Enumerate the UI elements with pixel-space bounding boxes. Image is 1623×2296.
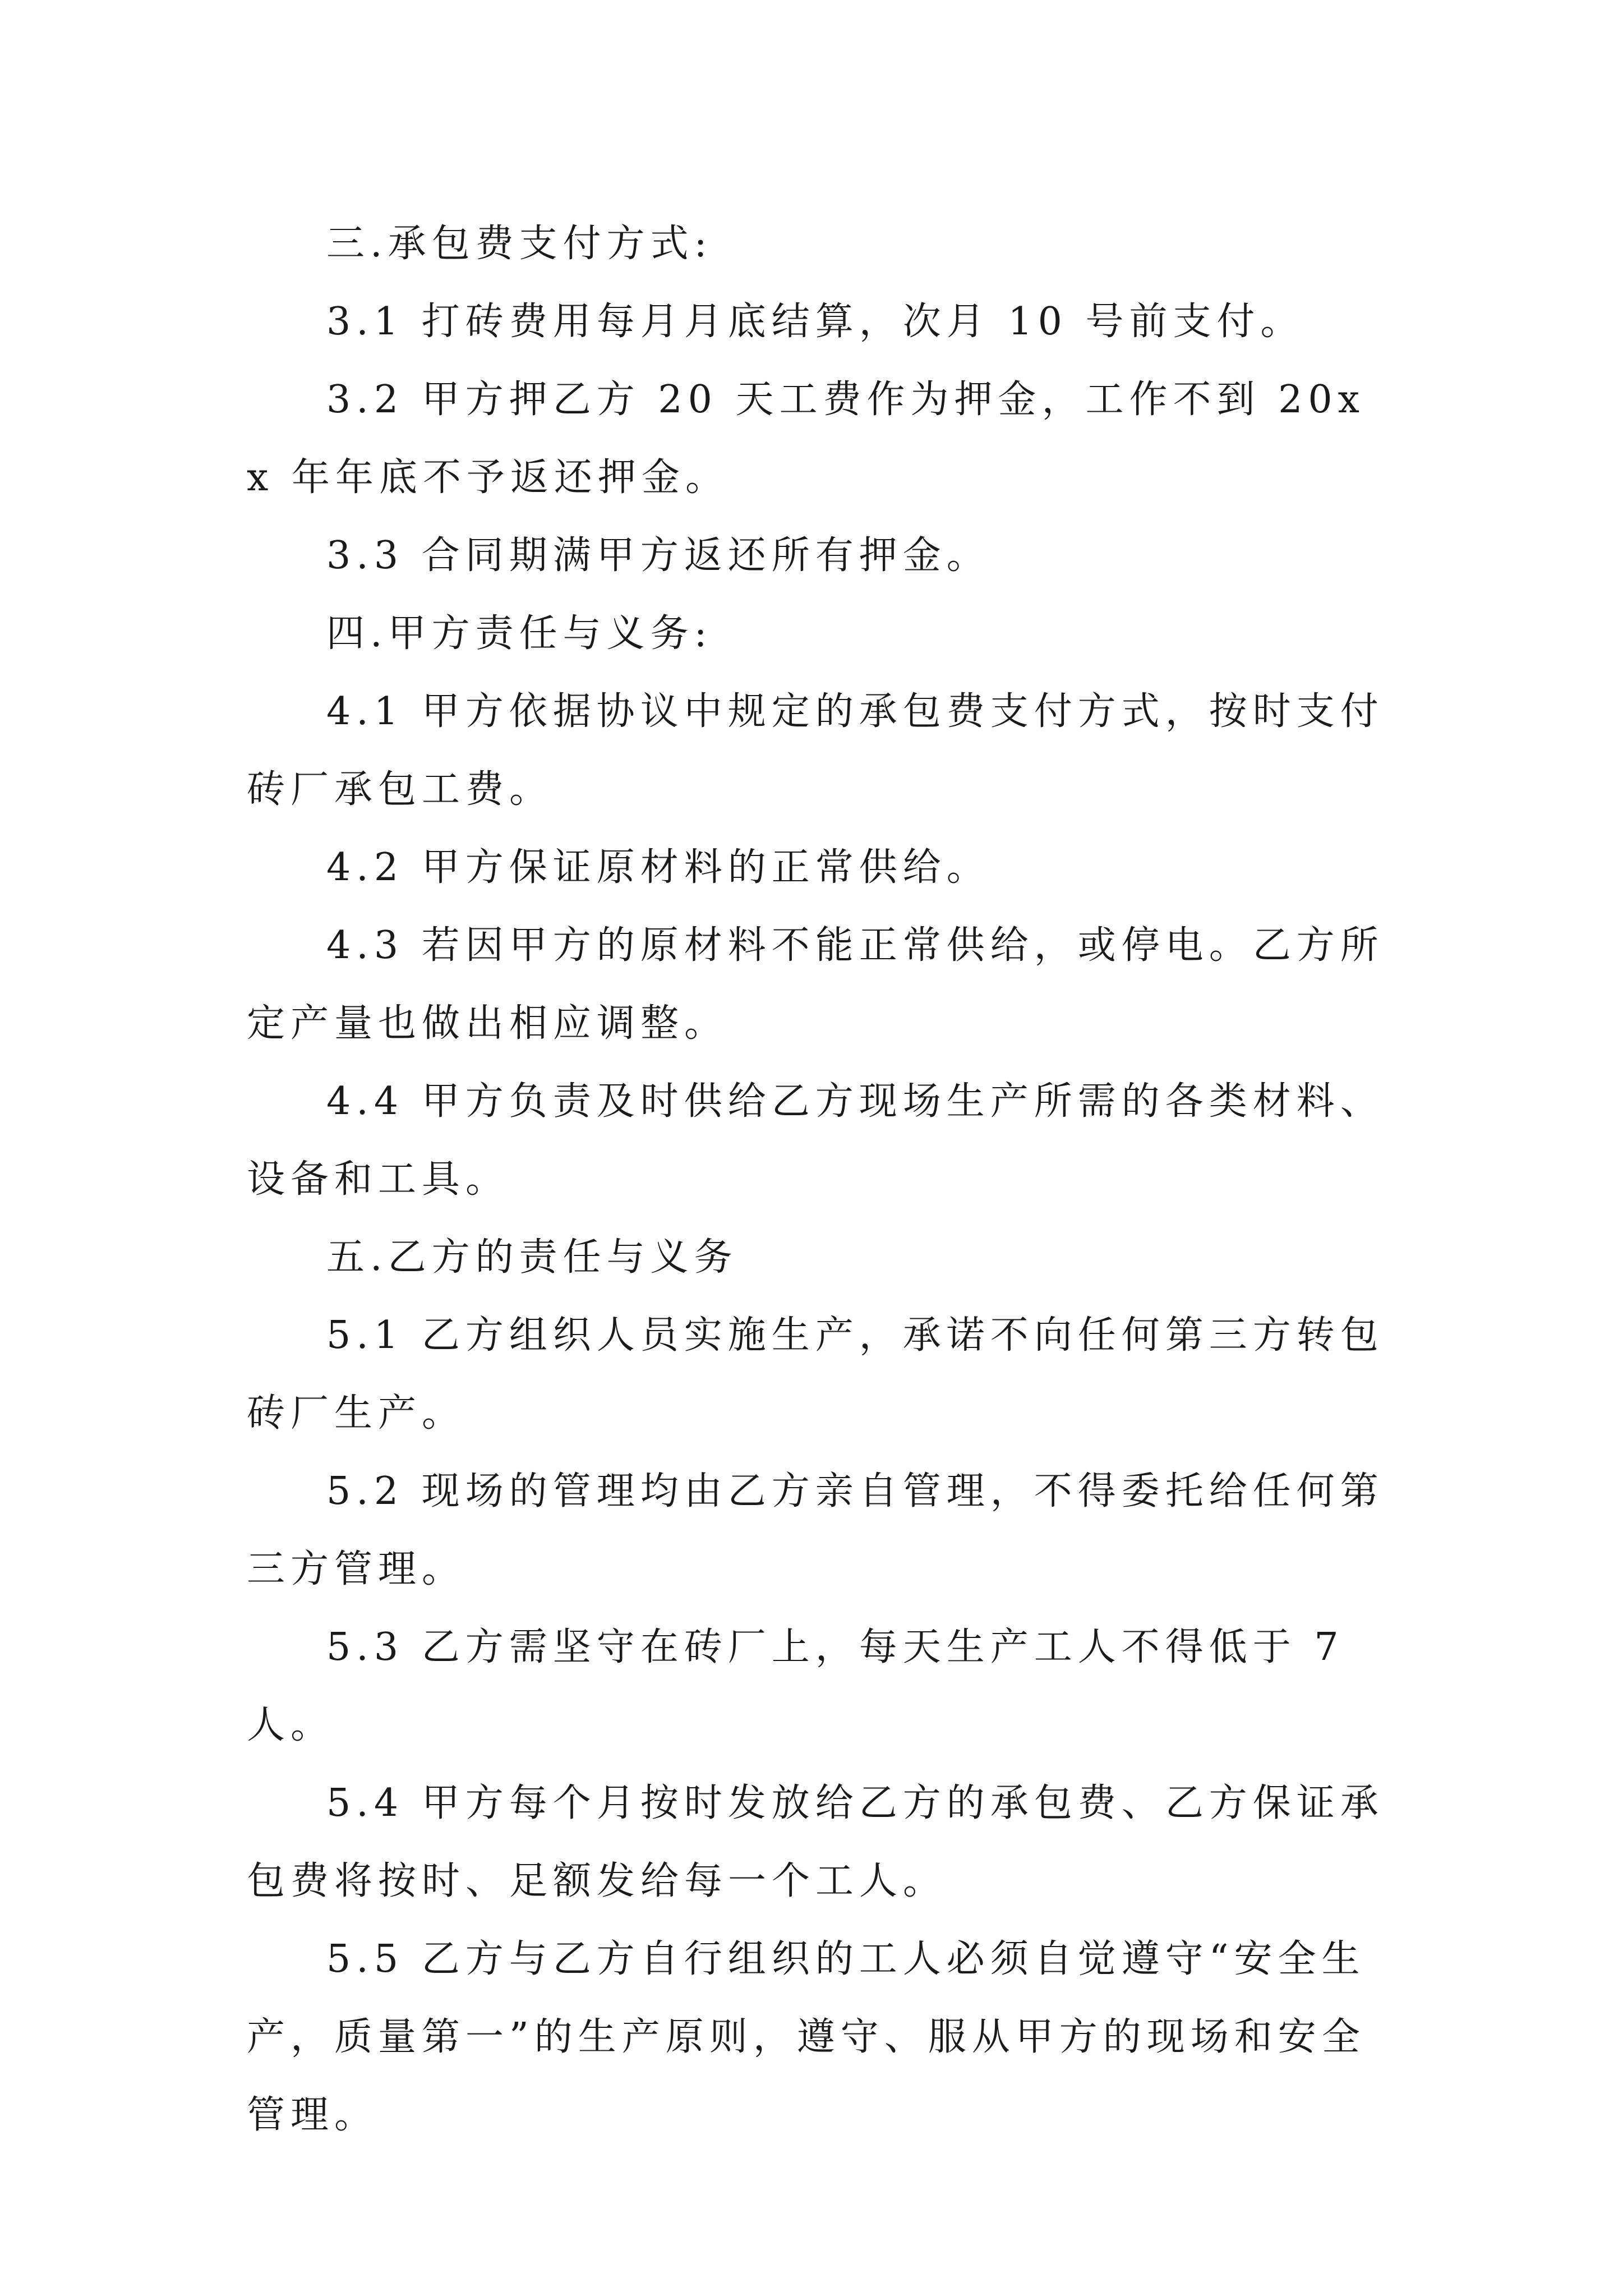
clause-4-4: 4.4 甲方负责及时供给乙方现场生产所需的各类材料、设备和工具。 bbox=[247, 1079, 1384, 1202]
section-heading-party-b: 五.乙方的责任与义务 bbox=[326, 1235, 738, 1280]
clause-4-1: 4.1 甲方依据协议中规定的承包费支付方式，按时支付砖厂承包工费。 bbox=[247, 689, 1384, 812]
section-heading-party-a: 四.甲方责任与义务: bbox=[326, 611, 713, 656]
clause-5-1: 5.1 乙方组织人员实施生产，承诺不向任何第三方转包砖厂生产。 bbox=[247, 1313, 1384, 1435]
clause-4-3: 4.3 若因甲方的原材料不能正常供给，或停电。乙方所定产量也做出相应调整。 bbox=[247, 923, 1384, 1046]
clause-5-4: 5.4 甲方每个月按时发放给乙方的承包费、乙方保证承包费将按时、足额发给每一个工人。 bbox=[247, 1781, 1384, 1903]
clause-5-3: 5.3 乙方需坚守在砖厂上，每天生产工人不得低于 7 人。 bbox=[247, 1625, 1344, 1747]
clause-3-3: 3.3 合同期满甲方返还所有押金。 bbox=[326, 533, 990, 578]
clause-3-1: 3.1 打砖费用每月月底结算，次月 10 号前支付。 bbox=[326, 300, 1304, 344]
document-body bbox=[247, 205, 1391, 2154]
clause-5-5: 5.5 乙方与乙方自行组织的工人必须自觉遵守“安全生产，质量第一”的生产原则，遵守、服从甲方的现场和安全管理。 bbox=[247, 1937, 1366, 2137]
clause-5-2: 5.2 现场的管理均由乙方亲自管理，不得委托给任何第三方管理。 bbox=[247, 1469, 1384, 1591]
clause-4-2: 4.2 甲方保证原材料的正常供给。 bbox=[326, 845, 990, 890]
section-heading-payment: 三.承包费支付方式: bbox=[326, 222, 713, 266]
clause-3-2: 3.2 甲方押乙方 20 天工费作为押金，工作不到 20xx 年年底不予返还押金。 bbox=[247, 378, 1366, 500]
